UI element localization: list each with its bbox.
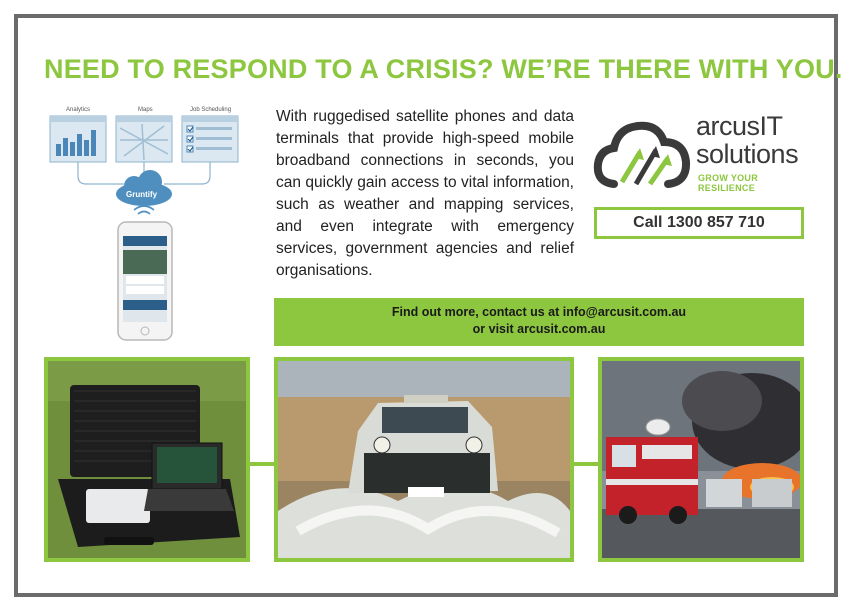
body-copy: With ruggedised satellite phones and data terminals that provide high-speed mobile broadband connections in seconds, you can quickly gain access to vital information, such as weather and mapping services, and even integrate with emergency services, government agencies and relief organisations. [276,108,574,279]
fire-truck-image [602,361,800,558]
logo-tagline: GROW YOUR RESILIENCE [698,173,759,193]
diagram-label-maps: Maps [138,107,153,113]
vehicle-water-image [278,361,570,558]
gruntify-diagram-illustration [44,104,244,344]
diagram-label-job-scheduling: Job Scheduling [190,107,232,113]
photo-4wd-vehicle-water [274,357,574,562]
photo-satellite-terminal-case [44,357,250,562]
maps-dashboard-icon [116,116,172,162]
diagram-hub-label: Gruntify [126,190,158,199]
headline: NEED TO RESPOND TO A CRISIS? WE’RE THERE WITH YOU. [44,54,843,84]
logo-word-solutions: solutions [696,139,799,169]
logo-word-arcusit: arcusIT [696,111,783,141]
app-diagram [44,104,244,344]
call-phone-box[interactable]: Call 1300 857 710 [594,207,804,239]
wifi-icon [134,206,154,214]
job-scheduling-dashboard-icon [182,116,238,162]
contact-website-line[interactable]: or visit arcusit.com.au [472,322,606,336]
contact-bar [274,298,804,346]
satellite-case-image [48,361,246,558]
arcusit-cloud-logo-icon [592,118,692,190]
arcusit-logo [592,112,807,192]
diagram-label-analytics: Analytics [66,107,91,113]
photo-fire-truck-emergency [598,357,804,562]
cloud-icon [116,170,172,206]
analytics-dashboard-icon [50,116,106,162]
smartphone-icon [118,222,172,340]
contact-email-line[interactable]: Find out more, contact us at info@arcusit.com.au [391,305,687,319]
